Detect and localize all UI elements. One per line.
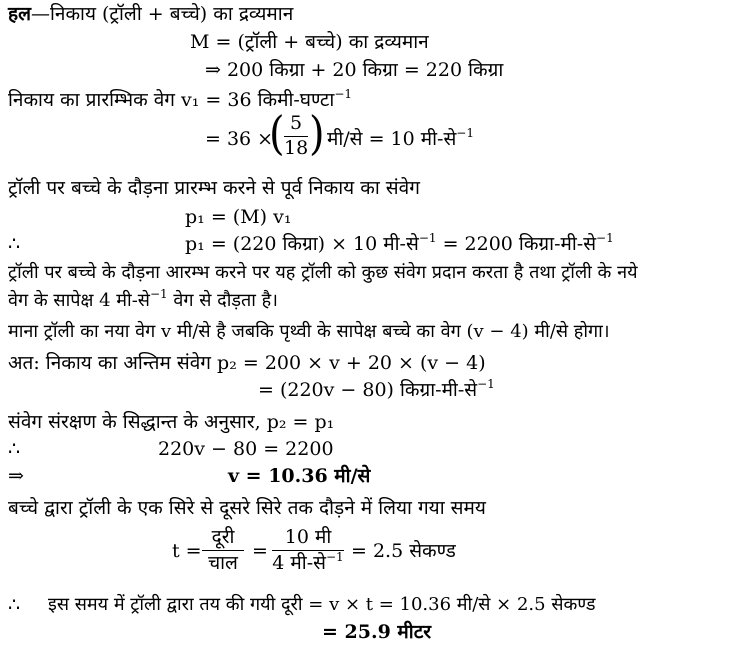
- assume-line: माना ट्रॉली का नया वेग v मी/से है जबकि पृथ्वी के सापेक्ष बच्चे का वेग (v − 4) मी/से होगा।: [8, 321, 610, 342]
- t-denominator-2-exponent: −1: [325, 550, 344, 564]
- p1-formula: p₁ = (M) v₁: [185, 206, 292, 228]
- result-velocity: v = 10.36 मी/से: [228, 465, 371, 487]
- p1-value-line: [185, 232, 614, 256]
- solution-heading: हल: [8, 3, 31, 25]
- conversion-suffix: मी/से = 10 मी-से: [327, 128, 457, 150]
- mass-value: ⇒ 200 किग्रा + 20 किग्रा = 220 किग्रा: [205, 59, 504, 81]
- final-momentum-value: = (220v − 80) किग्रा-मी-से: [258, 379, 478, 401]
- t-equals: =: [252, 540, 268, 562]
- final-momentum-exponent: −1: [477, 377, 495, 391]
- therefore-symbol-2: ∴: [8, 438, 21, 460]
- p1-exponent-2: −1: [596, 231, 614, 245]
- running-line-2-text: वेग के सापेक्ष 4 मी-से: [8, 290, 150, 311]
- time-fraction-1-bar: [202, 550, 244, 551]
- time-fraction-1: [202, 526, 244, 574]
- t-result: = 2.5 सेकण्ड: [351, 540, 456, 562]
- t-denominator-2: 4 मी-से: [272, 552, 326, 574]
- t-numerator: दूरी: [211, 526, 235, 548]
- therefore-symbol-3: ∴: [8, 594, 21, 616]
- initial-velocity-exponent: −1: [334, 87, 353, 101]
- left-paren: (: [269, 107, 285, 161]
- mass-line: M = (ट्रॉली + बच्चे) का द्रव्यमान: [190, 31, 429, 53]
- conversion-fraction: [284, 112, 308, 158]
- initial-velocity: निकाय का प्रारम्भिक वेग v₁ = 36 किमी-घण्टा: [8, 89, 335, 111]
- time-intro: बच्चे द्वारा ट्रॉली के एक सिरे से दूसरे सिरे तक दौड़ने में लिया गया समय: [8, 497, 486, 519]
- t-numerator-2: 10 मी: [284, 526, 332, 548]
- running-line-1: ट्रॉली पर बच्चे के दौड़ना आरम्भ करने पर यह ट्रॉली को कुछ संवेग प्रदान करता है तथा ट्रॉली के नये: [8, 262, 638, 283]
- initial-velocity-line: [8, 88, 352, 112]
- therefore-symbol: ∴: [8, 233, 21, 255]
- solution-heading-line: [8, 2, 293, 26]
- conversion-denominator: 18: [284, 137, 309, 159]
- p1-exponent-1: −1: [418, 231, 437, 245]
- conversion-exponent: −1: [456, 126, 474, 140]
- implies-symbol: ⇒: [8, 465, 24, 487]
- t-label: t =: [172, 540, 202, 562]
- conservation-line: संवेग संरक्षण के सिद्धान्त के अनुसार, p₂ = p₁: [8, 411, 335, 433]
- running-line-2-rest: वेग से दौड़ता है।: [167, 290, 279, 311]
- conversion-numerator: 5: [289, 112, 303, 134]
- running-line-2: [8, 289, 278, 313]
- p1-value-mid: = 2200 किग्रा-मी-से: [436, 233, 597, 255]
- conversion-suffix-line: [327, 127, 474, 151]
- distance-result: = 25.9 मीटर: [322, 621, 432, 643]
- t-denominator-2-line: [272, 552, 344, 574]
- final-momentum: अत: निकाय का अन्तिम संवेग p₂ = 200 × v + 20 × (v − 4): [8, 352, 486, 374]
- right-paren: ): [309, 107, 325, 161]
- conversion-prefix: = 36 ×: [205, 128, 274, 150]
- time-fraction-2: [272, 526, 344, 574]
- heading-rest: —निकाय (ट्रॉली + बच्चे) का द्रव्यमान: [30, 3, 294, 25]
- distance-line: इस समय में ट्रॉली द्वारा तय की गयी दूरी = v × t = 10.36 मी/से × 2.5 सेकण्ड: [48, 594, 596, 615]
- running-line-2-exponent: −1: [149, 287, 168, 301]
- equation-line: 220v − 80 = 2200: [158, 438, 334, 460]
- p1-value: p₁ = (220 किग्रा) × 10 मी-से: [185, 233, 419, 255]
- t-denominator: चाल: [208, 552, 238, 574]
- momentum-intro: ट्रॉली पर बच्चे के दौड़ना प्रारम्भ करने से पूर्व निकाय का संवेग: [8, 177, 420, 199]
- final-momentum-value-line: [258, 378, 495, 402]
